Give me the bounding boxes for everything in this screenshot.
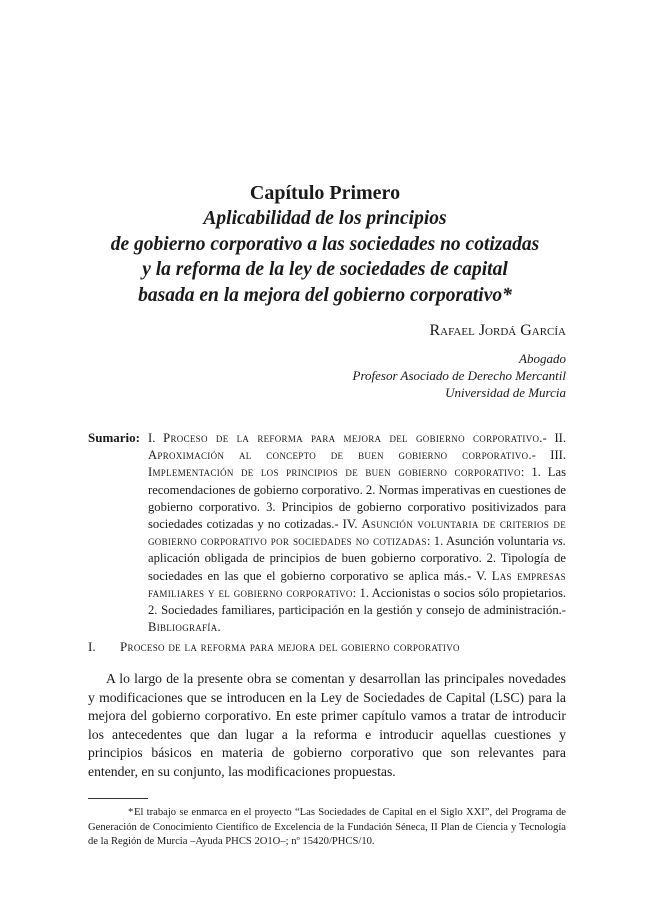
- author-last-name: Jordá García: [478, 322, 566, 339]
- summary-sep: .: [217, 620, 221, 635]
- summary-num: II.: [554, 431, 567, 445]
- summary-num: III.: [550, 448, 566, 463]
- footnote-mark: *: [128, 807, 134, 818]
- summary-section: Asunción voluntaria de criterios de gobierno corporativo por sociedades no cotizadas: [148, 517, 567, 549]
- section-title: Proceso de la reforma para mejora del gobierno corporativo: [120, 639, 460, 654]
- chapter-title-line: basada en la mejora del gobierno corporativo*: [138, 284, 512, 306]
- summary-subsections: : 1. Las recomendaciones de gobierno corporativo. 2. Normas imperativas en cuestiones de gobierno corporativo. 3. Principios de gobierno corporativo positivizados para sociedades cotizadas y no cotizadas.-: [148, 465, 566, 532]
- summary-sep: .-: [539, 431, 555, 445]
- affiliation-line: Universidad de Murcia: [445, 385, 566, 400]
- summary-num: I.: [148, 431, 164, 445]
- author-affiliation: [353, 350, 567, 401]
- summary-subsections: : 1. Accionistas o socios sólo propietarios. 2. Sociedades familiares, participación en la gestión y consejo de administración.-: [148, 585, 566, 618]
- summary-subsections: aplicación obligada de principios de buen gobierno corporativo. 2. Tipología de sociedades en las que el gobierno corporativo se aplica más.-: [148, 551, 566, 583]
- summary-vs: vs.: [552, 534, 566, 549]
- footnote: [88, 806, 566, 850]
- summary-text: [148, 430, 566, 636]
- author-name: [430, 322, 567, 340]
- chapter-title-line: y la reforma de la ley de sociedades de capital: [142, 259, 508, 280]
- summary-sep: .-: [528, 448, 551, 463]
- footnote-text: El trabajo se enmarca en el proyecto “Las Sociedades de Capital en el Siglo XXI”, del Programa de Generación de Conocimiento Científico de Excelencia de la Fundación Séneca, II Plan de Ciencia y Tecnología de la Región de Murcia –Ayuda PHCS 2O1O–; nº 15420/PHCS/10.: [88, 807, 566, 847]
- body-paragraph: A lo largo de la presente obra se comentan y desarrollan las principales novedades y modificaciones que se introducen en la Ley de Sociedades de Capital (LSC) para la mejora del gobierno corporativo. En este primer capítulo vamos a tratar de introducir los antecedentes que dan lugar a la reforma e introducir aquellas cuestiones y principios básicos en materia de gobierno corporativo que son relevantes para entender, en su conjunto, las modificaciones propuestas.: [88, 671, 566, 779]
- footnote-divider: [88, 798, 148, 799]
- summary-label: Sumario:: [88, 430, 140, 445]
- author-first-name: Rafael: [429, 322, 475, 339]
- summary-section: Proceso de la reforma para mejora del gobierno corporativo: [163, 431, 540, 445]
- affiliation-line: Abogado: [519, 351, 566, 366]
- body-text: [88, 670, 566, 781]
- footnote-paragraph: [88, 806, 566, 850]
- summary-section: Aproximación al concepto de buen gobierno corporativo: [148, 448, 529, 463]
- section-heading: [88, 639, 460, 655]
- summary-num: IV.: [342, 517, 362, 532]
- summary-num: V.: [476, 568, 492, 583]
- summary-section: Las empresas familiares y el gobierno corporativo: [148, 568, 566, 600]
- chapter-title-line: Aplicabilidad de los principios: [203, 208, 447, 229]
- affiliation-line: Profesor Asociado de Derecho Mercantil: [352, 368, 566, 383]
- chapter-title: [60, 206, 590, 308]
- chapter-label: Capítulo Primero: [249, 182, 401, 204]
- summary-paragraph: [148, 430, 566, 636]
- summary-section: Bibliografía: [148, 620, 218, 635]
- summary-subsections: : 1. Asunción voluntaria: [426, 534, 553, 549]
- summary-section: Implementación de los principios de buen gobierno corporativo: [148, 465, 521, 480]
- section-number: I.: [88, 639, 96, 654]
- chapter-title-line: de gobierno corporativo a las sociedades no cotizadas: [110, 233, 540, 255]
